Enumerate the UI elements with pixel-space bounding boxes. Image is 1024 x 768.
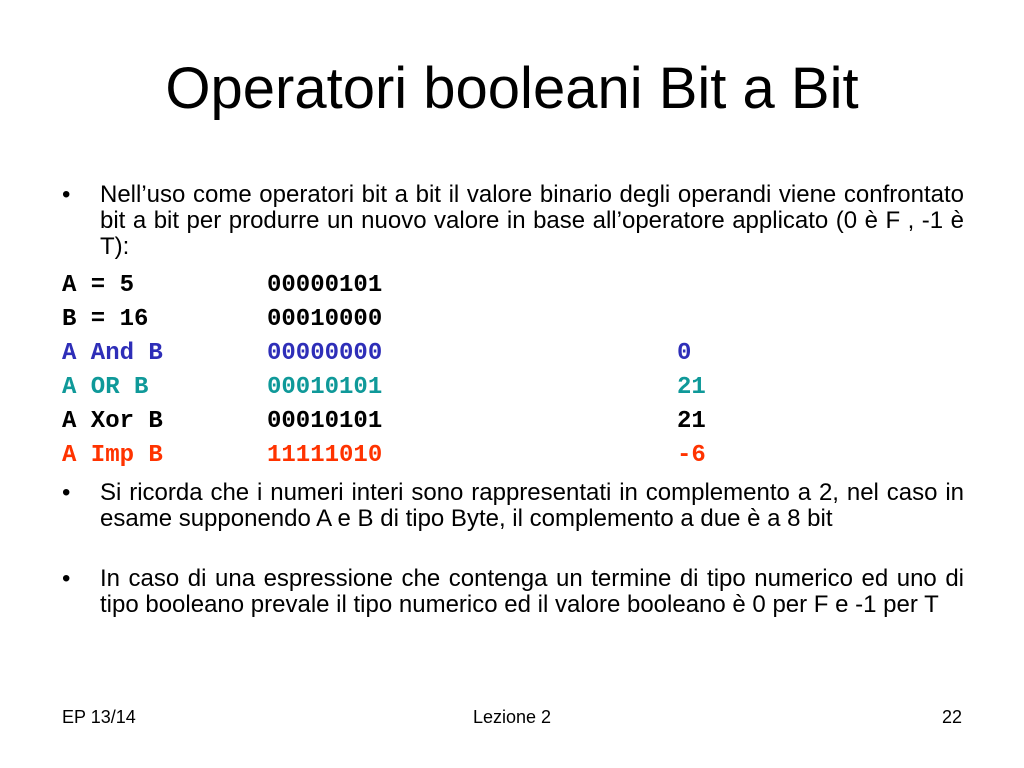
footer-lesson: Lezione 2 [472,707,552,727]
bullet-icon: • [62,181,71,208]
decimal-value: 0 [677,340,692,367]
bullet-text: Si ricorda che i numeri interi sono rappresentati in complemento a 2, nel caso in esame supponendo A e B di tipo Byte, il complemento a due è a 8 bit [100,479,964,532]
operand-name: A Xor B [62,408,163,435]
code-row-xor [62,407,706,437]
bullet-text: Nell’uso come operatori bit a bit il valore binario degli operandi viene confrontato bit a bit per produrre un nuovo valore in base all’operatore applicato (0 è F , -1 è T): [100,181,964,260]
decimal-value: -6 [677,442,706,469]
bullet-icon: • [62,479,71,506]
binary-value: 00000000 [267,340,383,367]
binary-value: 00010101 [267,374,383,401]
footer-course: EP 13/14 [62,707,136,727]
code-row-or [62,373,706,403]
operand-name: A And B [62,340,163,367]
footer-page-number: 22 [941,707,962,727]
code-row-b [62,305,383,335]
bullet-item-2 [62,480,964,532]
operand-name: A OR B [62,374,149,401]
operand-name: B = 16 [62,306,149,333]
bullet-item-3 [62,566,964,618]
binary-value: 00000101 [267,272,383,299]
bullet-icon: • [62,565,71,592]
binary-value: 00010101 [267,408,383,435]
operand-name: A = 5 [62,272,135,299]
code-row-imp [62,441,706,471]
decimal-value: 21 [677,374,706,401]
binary-value: 11111010 [267,442,383,469]
slide-title: Operatori booleani Bit a Bit [165,56,859,121]
code-row-a [62,271,383,301]
bullet-text: In caso di una espressione che contenga un termine di tipo numerico ed uno di tipo booleano prevale il tipo numerico ed il valore booleano è 0 per F e -1 per T [100,565,964,618]
decimal-value: 21 [677,408,706,435]
binary-value: 00010000 [267,306,383,333]
code-row-and [62,339,692,369]
bullet-item-1 [62,182,964,260]
operand-name: A Imp B [62,442,163,469]
